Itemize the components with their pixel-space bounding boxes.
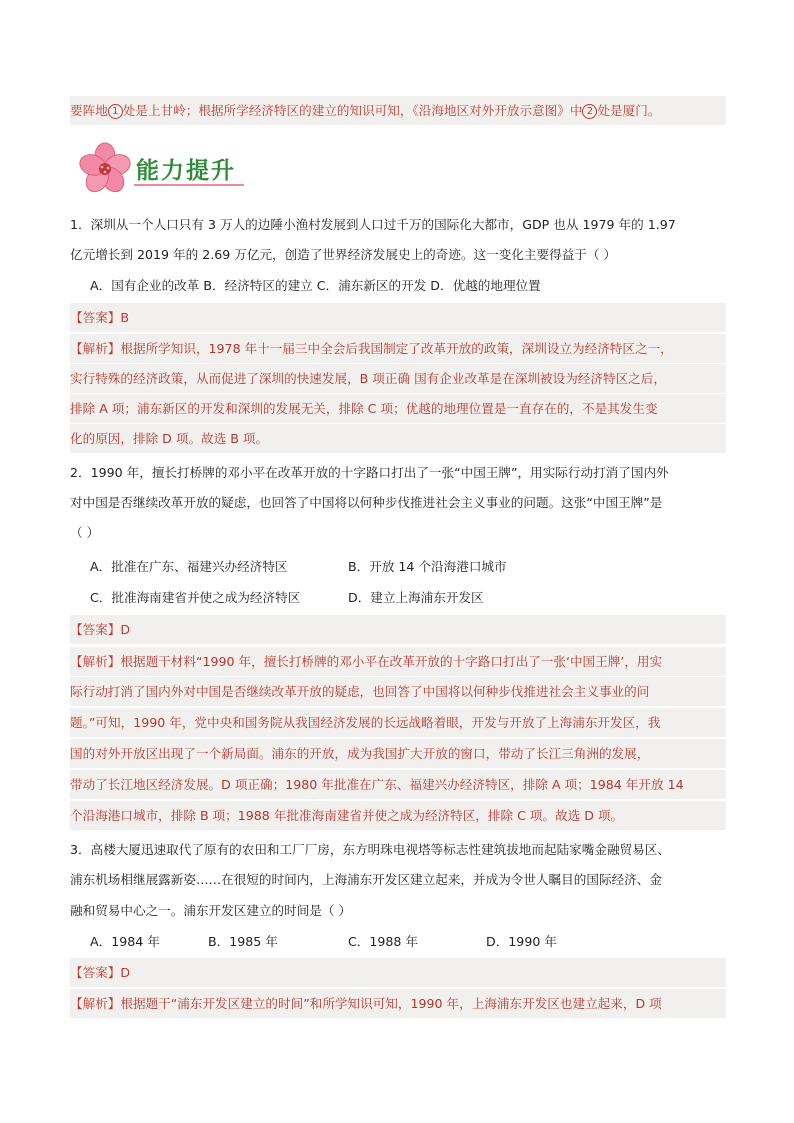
q2-analysis-line-4: 国的对外开放区出现了一个新局面。浦东的开放，成为我国扩大开放的窗口，带动了长江三角洲的发展， <box>70 739 726 768</box>
q2-stem-line-2: 对中国是否继续改革开放的疑虑，也回答了中国将以何种步伐推进社会主义事业的问题。这张“中国王牌”是 <box>70 495 663 510</box>
q3-stem-line-2: 浦东机场相继展露新姿……在很短的时间内，上海浦东开发区建立起来，并成为令世人瞩目的国际经济、金 <box>70 872 662 887</box>
q1-stem-line-2: 亿元增长到 2019 年的 2.69 万亿元，创造了世界经济发展史上的奇迹。这一变化主要得益于（ ） <box>70 247 617 262</box>
top-note-text-2: 处是上甘岭；根据所学经济特区的建立的知识可知，《沿海地区对外开放示意图》中 <box>122 103 583 118</box>
section-title: 能力提升 <box>136 158 236 184</box>
q3-option-a: A．1984 年 <box>90 934 160 949</box>
q2-answer: 【答案】D <box>70 615 726 644</box>
analysis-label: 【解析】 <box>70 341 121 356</box>
q2-option-d: D．建立上海浦东开发区 <box>348 590 484 605</box>
analysis-label: 【解析】 <box>70 654 121 669</box>
analysis-label: 【解析】 <box>70 996 121 1011</box>
q3-answer: 【答案】D <box>70 958 726 987</box>
q2-analysis-line-6: 个沿海港口城市，排除 B 项；1988 年批准海南建省并使之成为经济特区，排除 C 项。故选 D 项。 <box>70 801 726 830</box>
q2-analysis-line-1 <box>70 647 726 676</box>
q3-stem-line-3: 融和贸易中心之一。浦东开发区建立的时间是（ ） <box>70 903 352 918</box>
circled-number-2: 2 <box>582 104 597 119</box>
q1-analysis-line-2: 实行特殊的经济政策，从而促进了深圳的快速发展，B 项正确 国有企业改革是在深圳被设为经济特区之后， <box>70 364 726 393</box>
q3-option-c: C．1988 年 <box>348 934 419 949</box>
q2-options-row-1 <box>90 552 720 581</box>
q2-analysis-line-5: 带动了长江地区经济发展。D 项正确；1980 年批准在广东、福建兴办经济特区，排除 A 项；1984 年开放 14 <box>70 770 726 799</box>
q1-analysis-line-3: 排除 A 项；浦东新区的开发和深圳的发展无关，排除 C 项；优越的地理位置是一直存在的，不是其发生变 <box>70 394 726 423</box>
q2-analysis-line-2: 际行动打消了国内外对中国是否继续改革开放的疑虑，也回答了中国将以何种步伐推进社会主义事业的问 <box>70 677 726 706</box>
q1-analysis-line-4: 化的原因，排除 D 项。故选 B 项。 <box>70 424 726 453</box>
top-note-text-1: 要阵地 <box>70 103 108 118</box>
q2-option-a: A．批准在广东、福建兴办经济特区 <box>90 559 288 574</box>
top-note <box>70 96 726 125</box>
analysis-text: 根据题干“浦东开发区建立的时间”和所学知识可知，1990 年，上海浦东开发区也建立起来，D 项 <box>120 996 662 1011</box>
analysis-text: 根据题干材料“1990 年，擅长打桥牌的邓小平在改革开放的十字路口打出了一张‘中国王牌’，用实 <box>120 654 663 669</box>
q1-options: A．国有企业的改革 B．经济特区的建立 C．浦东新区的开发 D．优越的地理位置 <box>90 278 541 293</box>
q2-options-row-2 <box>90 583 720 612</box>
analysis-text: 根据所学知识，1978 年十一届三中全会后我国制定了改革开放的政策，深圳设立为经济特区之一， <box>120 341 673 356</box>
q3-option-b: B．1985 年 <box>208 934 278 949</box>
heading-underline <box>134 184 244 186</box>
q2-analysis-line-3: 题。”可知，1990 年，党中央和国务院从我国经济发展的长远战略着眼，开发与开放了上海浦东开发区，我 <box>70 708 726 737</box>
q1-answer: 【答案】B <box>70 303 726 332</box>
section-heading <box>76 140 276 198</box>
q3-analysis-line-1 <box>70 989 726 1018</box>
q2-option-c: C．批准海南建省并使之成为经济特区 <box>90 590 301 605</box>
q1-stem-line-1: 1．深圳从一个人口只有 3 万人的边陲小渔村发展到人口过千万的国际化大都市，GDP 也从 1979 年的 1.97 <box>70 217 676 232</box>
q3-options <box>90 927 720 956</box>
circled-number-1: 1 <box>108 104 123 119</box>
pink-flower-icon <box>76 140 134 198</box>
q3-stem-line-1: 3．高楼大厦迅速取代了原有的农田和工厂厂房，东方明珠电视塔等标志性建筑拔地而起陆家嘴金融贸易区、 <box>70 842 670 857</box>
q2-option-b: B．开放 14 个沿海港口城市 <box>348 559 507 574</box>
q2-stem-line-3: （ ） <box>70 525 100 540</box>
q1-analysis-line-1 <box>70 334 726 363</box>
q2-stem-line-1: 2．1990 年，擅长打桥牌的邓小平在改革开放的十字路口打出了一张“中国王牌”，用实际行动打消了国内外 <box>70 465 669 480</box>
q3-option-d: D．1990 年 <box>486 934 557 949</box>
top-note-text-3: 处是厦门。 <box>597 103 661 118</box>
